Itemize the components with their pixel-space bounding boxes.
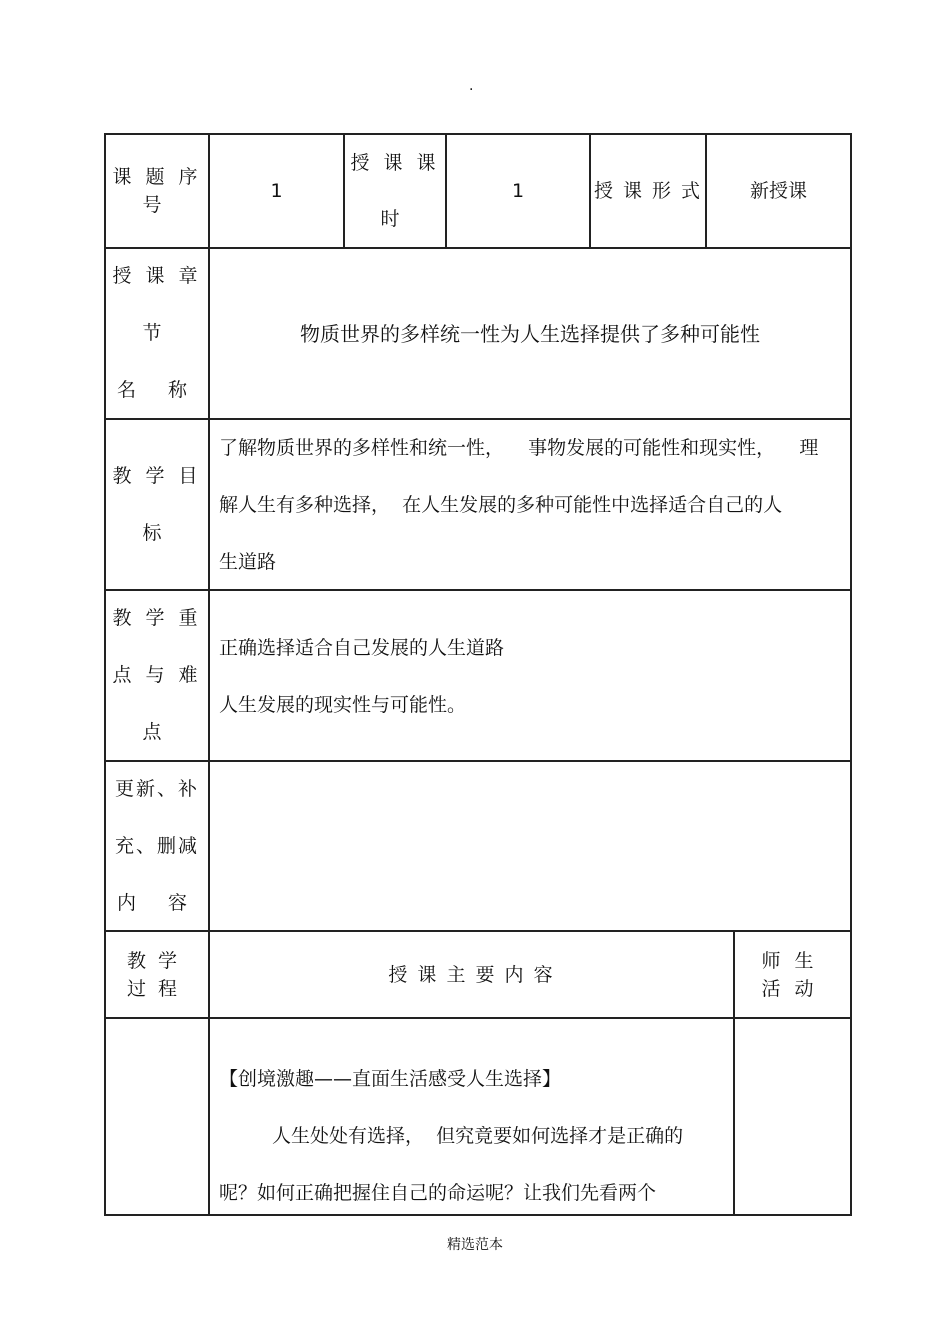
- course-number-label: [106, 135, 208, 247]
- table-rule: [104, 418, 852, 420]
- teaching-goal-line: 了解物质世界的多样性和统一性， 事物发展的可能性和现实性， 理: [219, 437, 819, 459]
- teaching-goal-label: [106, 420, 208, 589]
- page-footer: 精选范本: [447, 1237, 503, 1253]
- key-point-line: 人生发展的现实性与可能性。: [219, 694, 467, 716]
- label-line: 充、删减: [114, 834, 199, 857]
- process-label: [106, 932, 208, 1017]
- label-line: 更新、补: [114, 777, 199, 800]
- lesson-form-value: 新授课: [749, 180, 807, 202]
- key-points-label: [106, 591, 208, 760]
- chapter-name-value: 物质世界的多样统一性为人生选择提供了多种可能性: [300, 321, 760, 346]
- teaching-goal-line: 解人生有多种选择， 在人生发展的多种可能性中选择适合自己的人: [219, 494, 783, 516]
- label-line: 教 学 重: [112, 607, 202, 629]
- label-line: 教 学 目: [112, 464, 202, 487]
- label-line: 号: [142, 194, 172, 216]
- label-char: 师: [761, 949, 791, 972]
- label-char: 教: [127, 949, 157, 972]
- table-rule: [850, 133, 852, 1216]
- body-paragraph-line: 人生处处有选择， 但究竟要如何选择才是正确的: [272, 1125, 684, 1147]
- lesson-hours-label: [345, 135, 445, 247]
- updates-label: [106, 762, 208, 930]
- label-line: 点: [142, 721, 172, 743]
- label-char: 学: [157, 949, 187, 972]
- table-rule: [104, 1214, 852, 1216]
- label-line: 节: [142, 322, 172, 344]
- label-line: [127, 975, 187, 1003]
- section-heading: 【创境激趣——直面生活感受人生选择】: [219, 1068, 562, 1090]
- label-line: 标: [142, 521, 172, 544]
- label-char: 生: [794, 949, 824, 972]
- body-paragraph-line: 呢？如何正确把握住自己的命运呢？让我们先看两个: [219, 1182, 657, 1204]
- table-rule: [104, 1017, 852, 1019]
- label-line: [127, 947, 187, 975]
- label-char: 动: [794, 977, 824, 1000]
- label-char: 程: [157, 977, 187, 1000]
- label-line: 时: [380, 208, 410, 230]
- lesson-hours-value: 1: [511, 180, 525, 202]
- teaching-goal-line: 生道路: [219, 551, 277, 573]
- label-char: 内: [116, 891, 146, 914]
- header-mark: .: [469, 78, 474, 94]
- activity-label: [735, 932, 850, 1017]
- label-line: [117, 362, 197, 419]
- key-point-line: 正确选择适合自己发展的人生道路: [219, 637, 505, 659]
- table-rule: [104, 589, 852, 591]
- course-number-value: 1: [270, 180, 283, 202]
- label-char: 容: [167, 891, 197, 914]
- lesson-form-label: 授 课 形 式: [593, 180, 703, 202]
- label-line: [762, 947, 824, 975]
- label-line: [762, 975, 824, 1003]
- label-char: 称: [167, 379, 197, 401]
- label-line: 授 课 章: [112, 265, 202, 287]
- label-line: 授 课 课: [350, 152, 440, 174]
- updates-value: [210, 762, 850, 930]
- label-line: 点 与 难: [112, 664, 202, 686]
- label-line: [117, 875, 197, 932]
- label-line: 课 题 序: [112, 166, 202, 188]
- label-char: 活: [761, 977, 791, 1000]
- main-content-header: 授 课 主 要 内 容: [388, 963, 555, 986]
- label-char: 名: [117, 379, 147, 401]
- chapter-name-label: [106, 249, 208, 418]
- label-char: 过: [127, 977, 157, 1000]
